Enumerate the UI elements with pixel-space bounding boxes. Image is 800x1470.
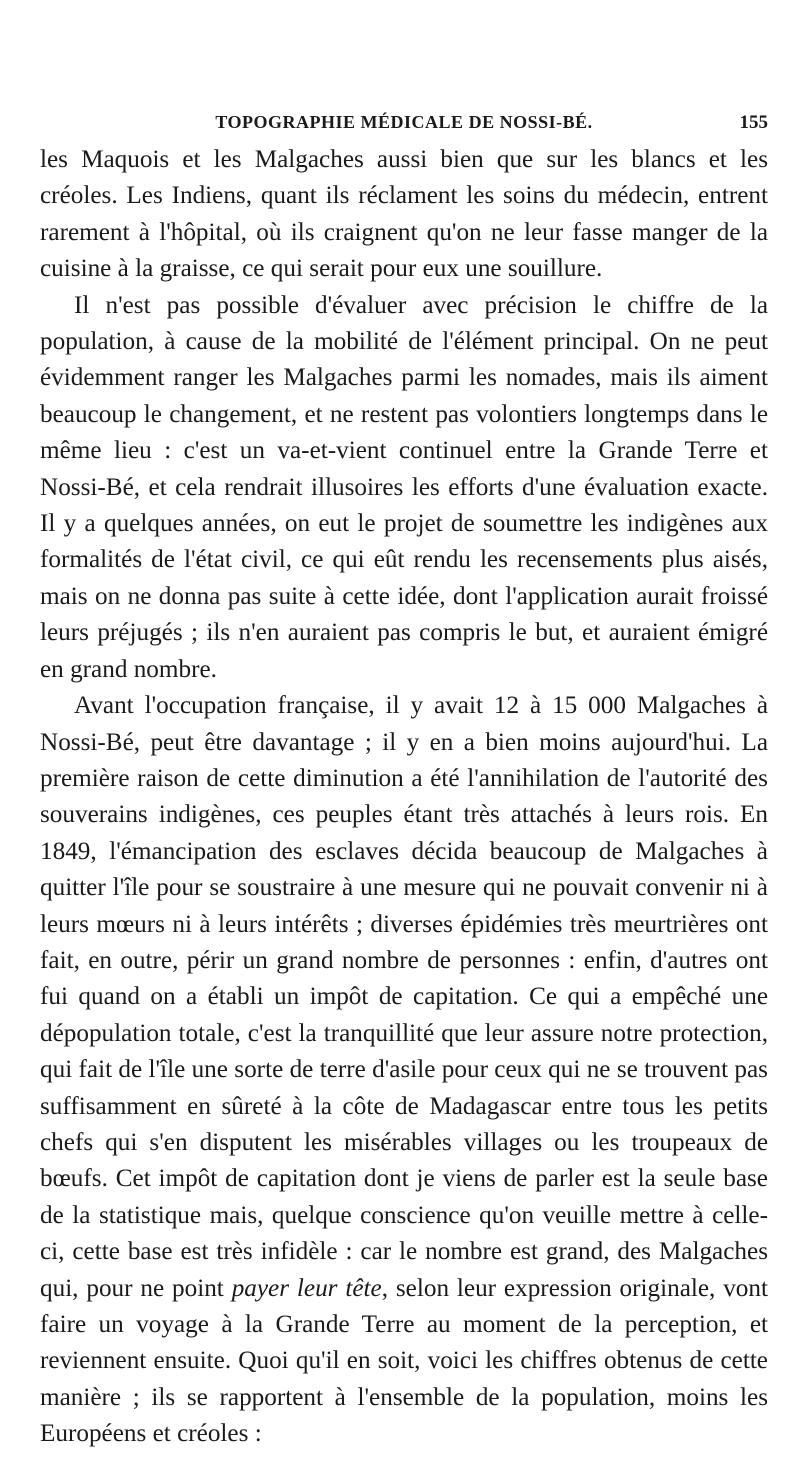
paragraph-occupation-text: Avant l'occupation française, il y avait 12 à 15 000 Malgaches à Nossi-Bé, peut être davantage ; il y en a bien moins aujourd'hui. La première raison de cette diminution a été l'annihilation de l'autorité des souverains indigènes, ces peuples étant très attachés à leurs rois. En 1849, l'émancipation des esclaves décida beaucoup de Malgaches à quitter l'île pour se soustraire à une mesure qui ne pouvait convenir ni à leurs mœurs ni à leurs intérêts ; diverses épidémies très meurtrières ont fait, en outre, périr un grand nombre de personnes : enfin, d'autres ont fui quand on a établi un impôt de capitation. Ce qui a empêché une dépopulation totale, c'est la tranquillité que leur assure notre protection, qui fait de l'île une sorte de terre d'asile pour ceux qui ne se trouvent pas suffisamment en sûreté à la côte de Madagascar entre tous les petits chefs qui s'en disputent les misérables villages ou les troupeaux de bœufs. Cet impôt de capitation dont je viens de parler est la seule base de la statistique mais, quelque conscience qu'on veuille mettre à celle-ci, cette base est très infidèle : car le nombre est grand, des Malgaches qui, pour ne point: [40, 692, 768, 1302]
paragraph-population: Il n'est pas possible d'évaluer avec précision le chiffre de la population, à cause de la mobilité de l'élément principal. On ne peut évidemment ranger les Malgaches parmi les nomades, mais ils aiment beaucoup le changement, et ne restent pas volontiers longtemps dans le même lieu : c'est un va-et-vient continuel entre la Grande Terre et Nossi-Bé, et cela rendrait illusoires les efforts d'une évaluation exacte. Il y a quelques années, on eut le projet de soumettre les indigènes aux formalités de l'état civil, ce qui eût rendu les recensements plus aisés, mais on ne donna pas suite à cette idée, dont l'application aurait froissé leurs préjugés ; ils n'en auraient pas compris le but, et auraient émigré en grand nombre.: [40, 291, 768, 683]
italic-phrase: payer leur tête: [231, 1274, 382, 1302]
running-head: TOPOGRAPHIE MÉDICALE DE NOSSI-BÉ.: [215, 112, 593, 132]
page-header: [40, 108, 768, 138]
page-number: 155: [739, 112, 768, 133]
paragraph-occupation: [40, 688, 768, 1453]
paragraph-continuation: les Maquois et les Malgaches aussi bien que sur les blancs et les créoles. Les Indiens, quant ils réclament les soins du médecin, entrent rarement à l'hôpital, où ils craignent qu'on ne leur fasse manger de la cuisine à la graisse, ce qui serait pour eux une souillure.: [40, 146, 768, 283]
body-text: [40, 142, 768, 1453]
paragraph-occupation-text-after: , selon leur expression originale, vont faire un voyage à la Grande Terre au moment de la perception, et reviennent ensuite. Quoi qu'il en soit, voici les chiffres obtenus de cette manière ; ils se rapportent à l'ensemble de la population, moins les Européens et créoles :: [40, 1274, 768, 1448]
